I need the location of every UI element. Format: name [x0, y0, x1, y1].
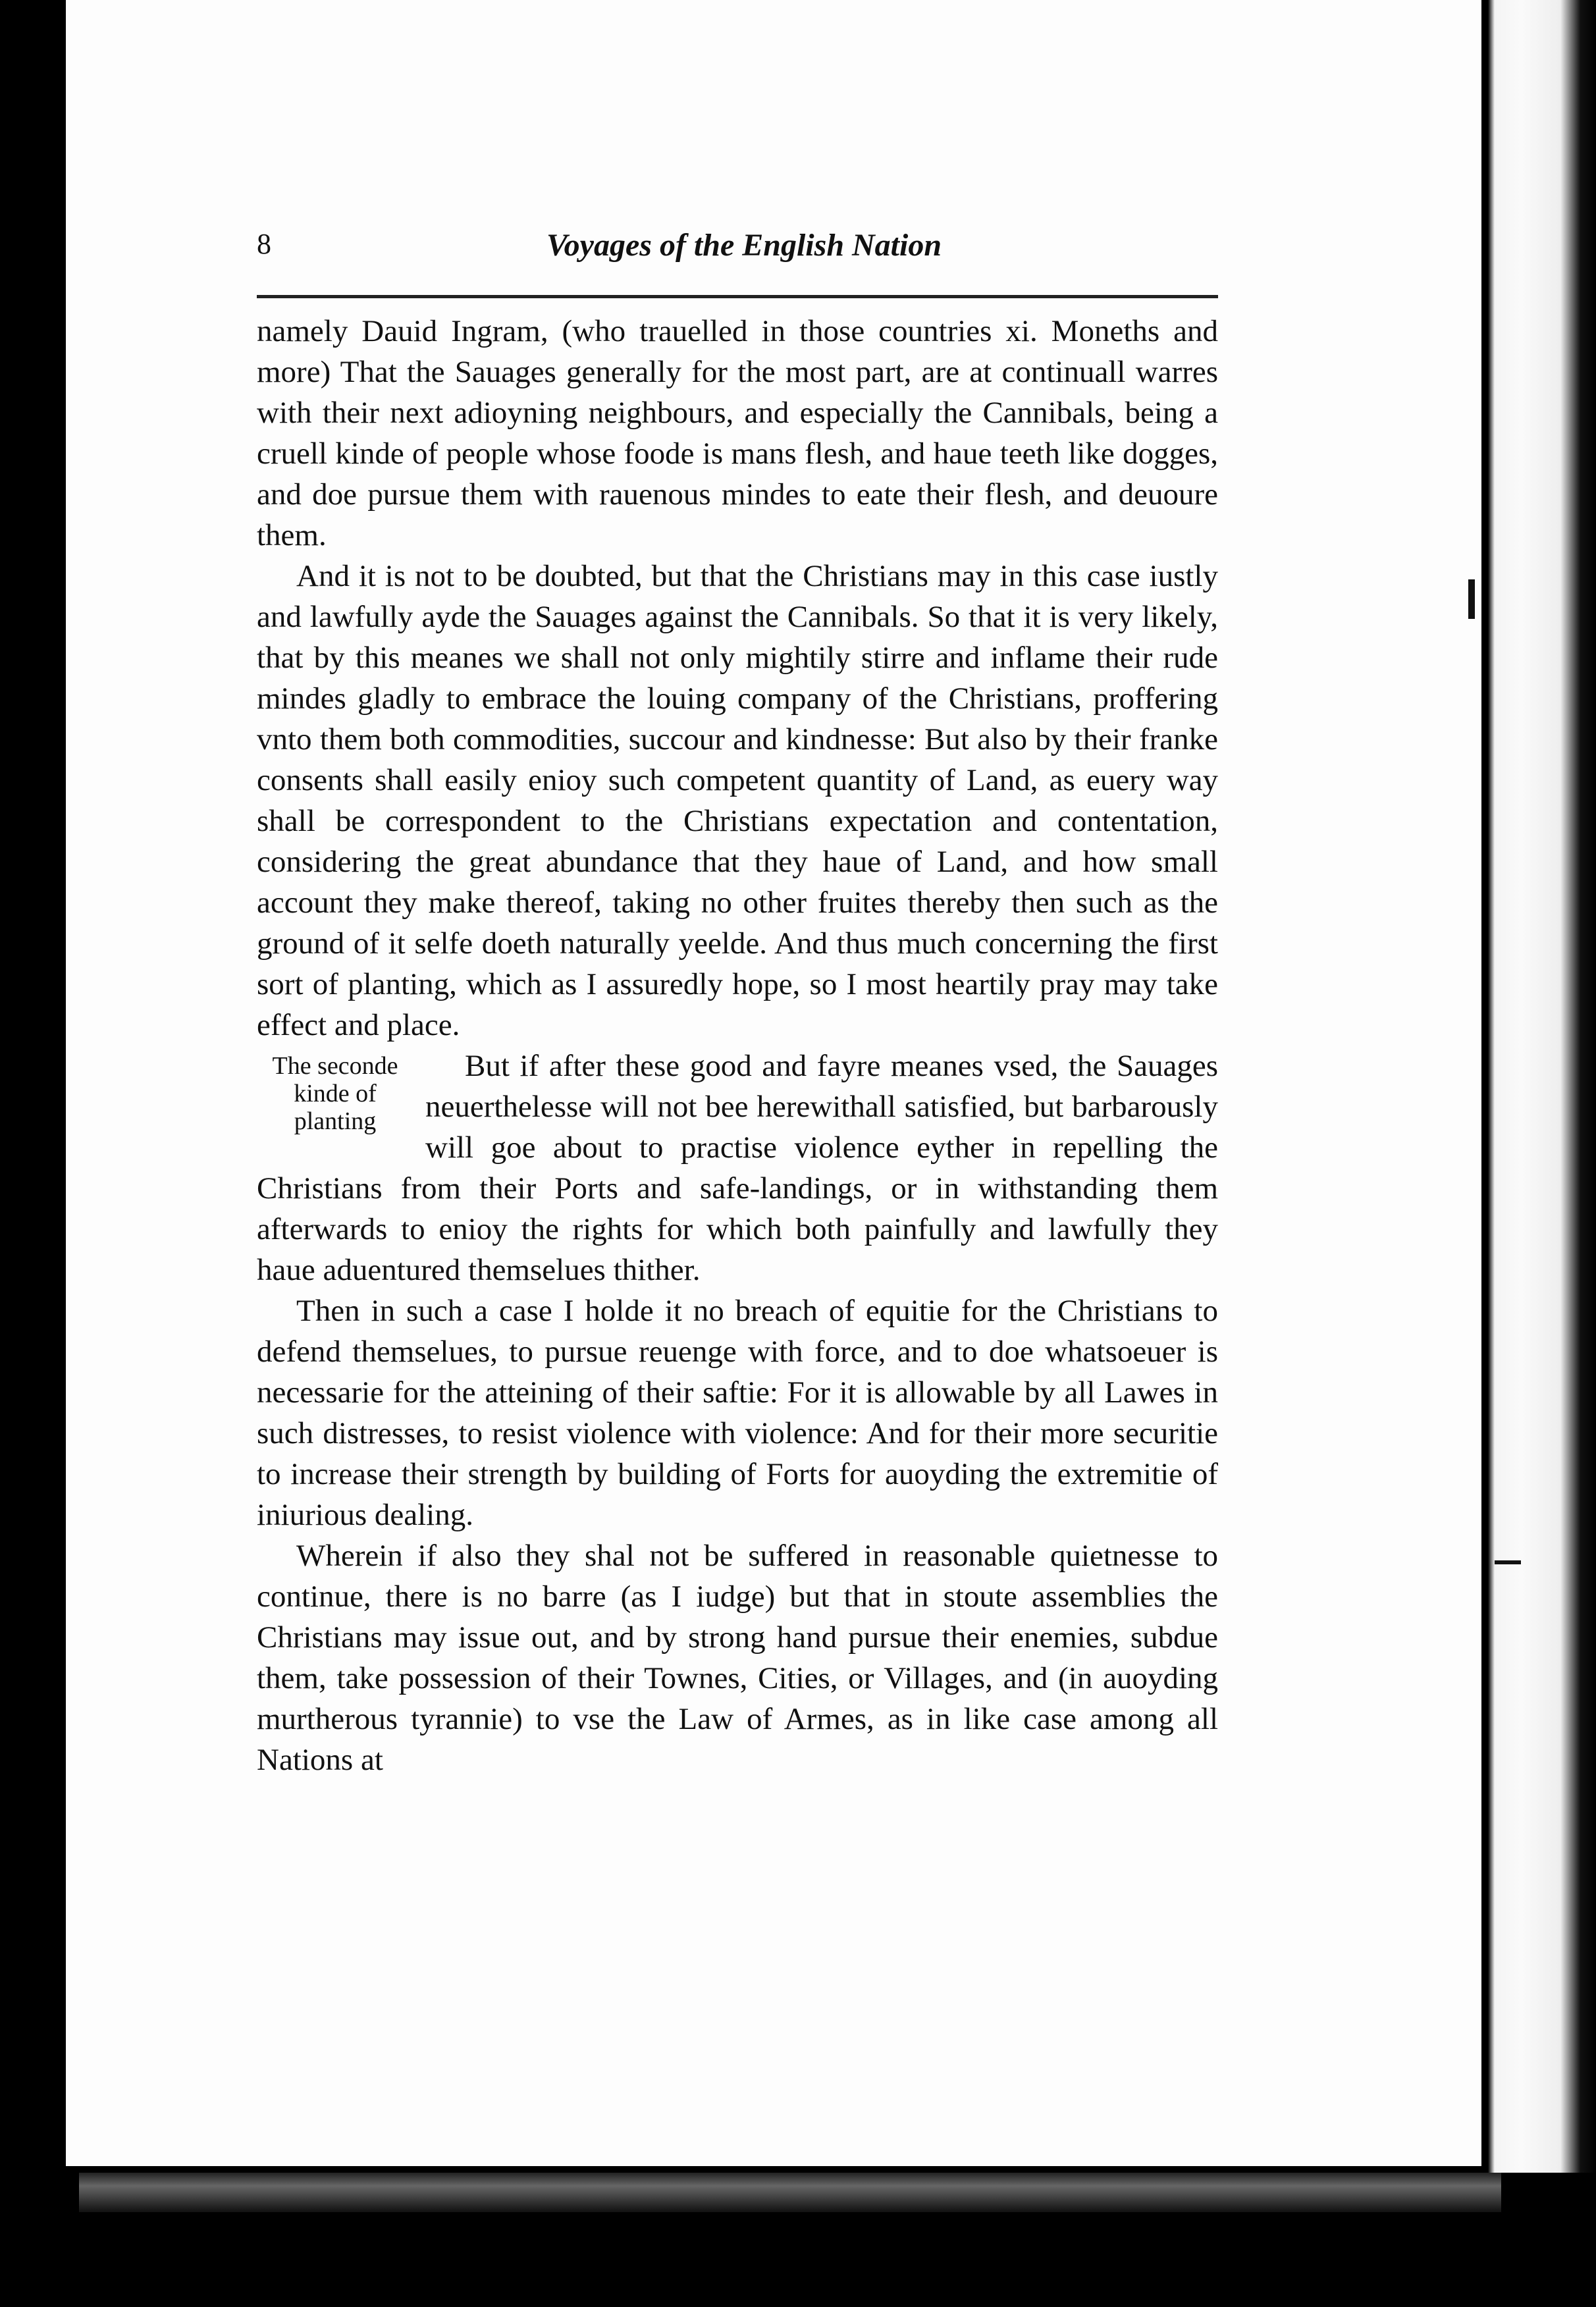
paragraph-4: Then in such a case I holde it no breach of equitie for the Christians to defend themselues, to pursue reuenge with force, and to doe whatsoeuer is necessarie for the atteining of their saftie: For it is allowable by all Lawes in such distresses, to resist violence with violence: And for their more securitie to increase their strength by building of Forts for auoyding the extremitie of iniurious dealing.: [257, 1294, 1218, 1532]
running-head: Voyages of the English Nation: [546, 228, 942, 263]
paragraph-2: And it is not to be doubted, but that the Christians may in this case iustly and lawfully ayde the Sauages against the Cannibals. So that it is very likely, that by this meanes we shall not only mightily stirre and inflame their rude mindes gladly to embrace the louing company of the Christians, proffering vnto them both commodities, succour and kindnesse: But also by their franke consents shall easily enioy such competent quantity of Land, as euery way shall be correspondent to the Christians expectation and contentation, considering the great abundance that they haue of Land, and how small account they make thereof, taking no other fruites thereby then such as the ground of it selfe doeth naturally yeelde. And thus much concerning the first sort of planting, which as I assuredly hope, so I most heartily pray may take effect and place.: [257, 559, 1218, 1042]
marginal-note-line-2: kinde of: [294, 1080, 377, 1107]
scan-artifact: [1495, 1560, 1521, 1564]
paragraph-1: namely Dauid Ingram, (who trauelled in those countries xi. Moneths and more) That the Sauages generally for the most part, are at continuall warres with their next adioyning neighbours, and especially the Cannibals, being a cruell kinde of people whose foode is mans flesh, and haue teeth like dogges, and doe pursue them with rauenous mindes to eate their flesh, and deuoure them.: [257, 314, 1218, 552]
paragraph-5: Wherein if also they shal not be suffered in reasonable quietnesse to continue, there is no barre (as I iudge) but that in stoute assemblies the Christians may issue out, and by strong hand pursue their enemies, subdue them, take possession of their Townes, Cities, or Villages, and (in auoyding murtherous tyrannie) to vse the Law of Armes, as in like case among all Nations at: [257, 1539, 1218, 1777]
marginal-note: [253, 1052, 417, 1135]
page-number: 8: [257, 228, 271, 260]
paragraph-3-lead: But if after these good and fayre meanes vsed, the Sauages: [465, 1049, 1218, 1083]
paragraph-3-rest: neuerthelesse will not bee herewithall satisfied, but barbarously will goe about to practise violence eyther in repelling the Christians from their Ports and safe-landings, or in withstanding them afterwards to enioy the rights for which both painfully and lawfully they haue aduentured themselues thither.: [257, 1090, 1218, 1287]
page-bottom-edge: [79, 2173, 1501, 2212]
header-rule: [257, 295, 1218, 298]
marginal-note-line-1: The seconde: [272, 1052, 398, 1080]
marginal-note-line-3: planting: [294, 1107, 377, 1135]
page-header: [257, 227, 1231, 273]
paragraph-3: [257, 1046, 1218, 1290]
page-edge: [1481, 0, 1596, 2173]
scan-artifact: [1468, 579, 1475, 619]
body-text: [257, 311, 1218, 1780]
